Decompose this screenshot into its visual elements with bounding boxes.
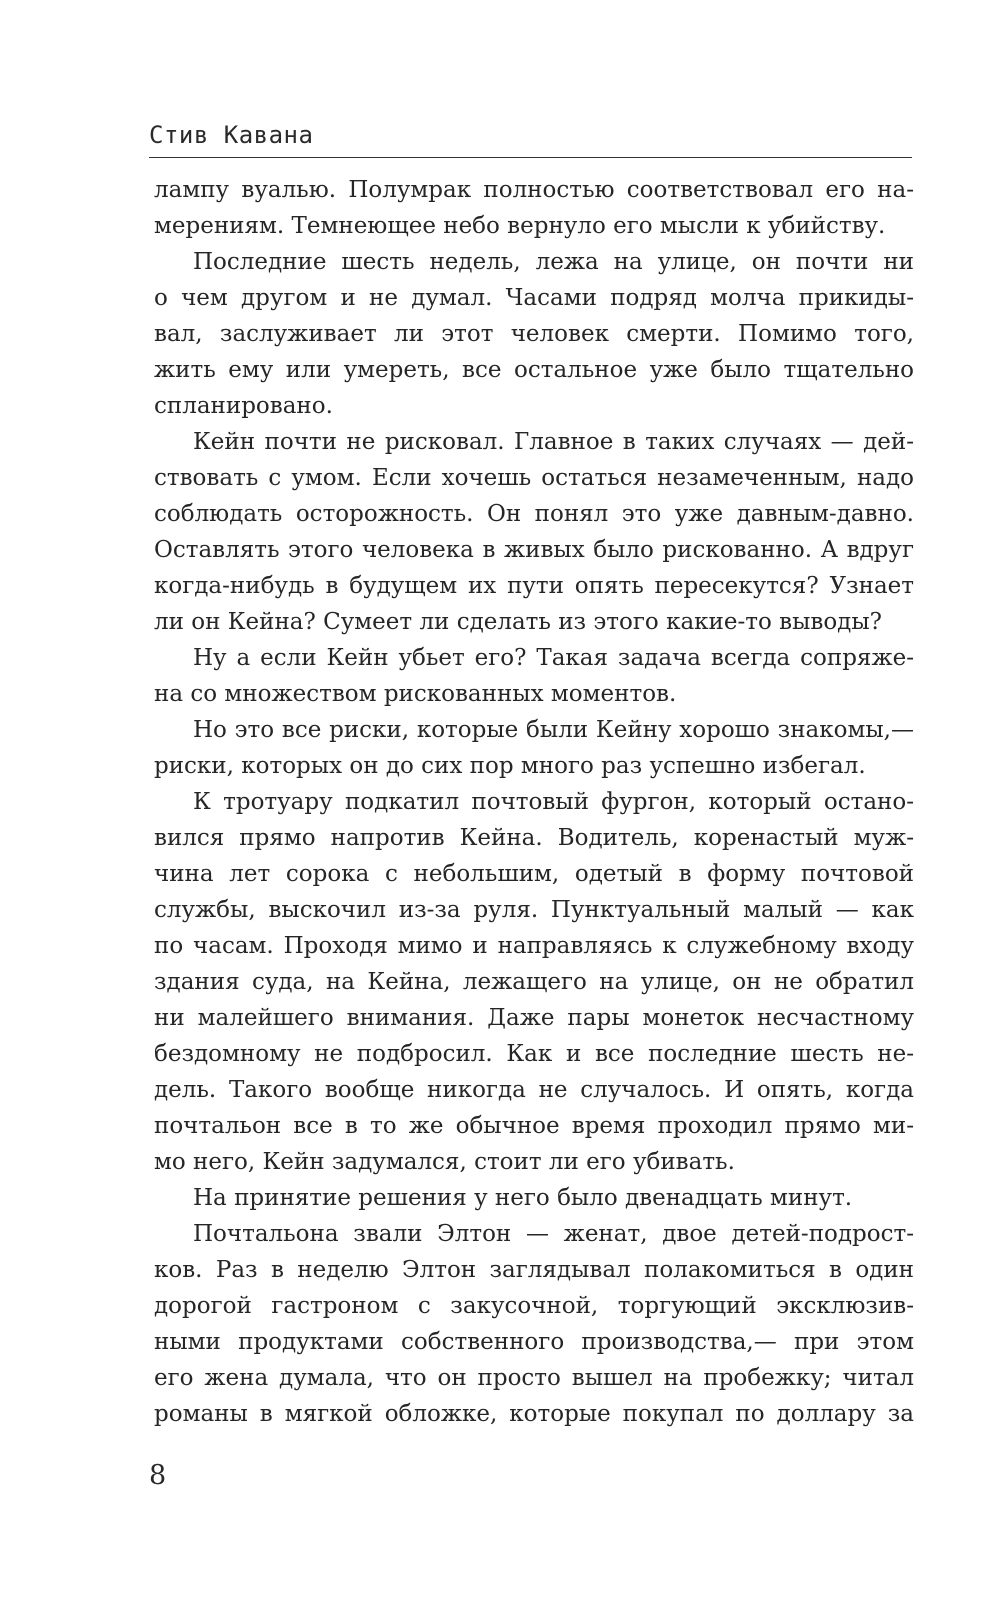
text-line: спланировано. <box>154 393 333 419</box>
text-line: службы, выскочил из-за руля. Пунктуальный малый — как <box>154 897 914 923</box>
text-line: Почтальона звали Элтон — женат, двое детей-подрост- <box>193 1221 914 1247</box>
text-line: Кейн почти не рисковал. Главное в таких случаях — дей- <box>193 429 914 455</box>
text-line: жить ему или умереть, все остальное уже было тщательно <box>154 357 914 383</box>
text-line: его жена думала, что он просто вышел на пробежку; читал <box>154 1365 914 1391</box>
text-line: дель. Такого вообще никогда не случалось. И опять, когда <box>154 1077 914 1103</box>
text-line: лампу вуалью. Полумрак полностью соответствовал его на- <box>154 177 914 203</box>
page-number: 8 <box>149 1460 167 1491</box>
text-line: мерениям. Темнеющее небо вернуло его мысли к убийству. <box>154 213 886 239</box>
text-line: ков. Раз в неделю Элтон заглядывал полакомиться в один <box>154 1257 914 1283</box>
text-line: здания суда, на Кейна, лежащего на улице, он не обратил <box>154 969 914 995</box>
text-line: почтальон все в то же обычное время проходил прямо ми- <box>154 1113 914 1139</box>
text-line: ни малейшего внимания. Даже пары монеток несчастному <box>154 1005 914 1031</box>
text-line: Но это все риски, которые были Кейну хорошо знакомы,— <box>193 717 914 743</box>
text-line: чина лет сорока с небольшим, одетый в форму почтовой <box>154 861 914 887</box>
text-line: риски, которых он до сих пор много раз успешно избегал. <box>154 753 866 779</box>
text-line: ствовать с умом. Если хочешь остаться незамеченным, надо <box>154 465 914 491</box>
header-author: Стив Кавана <box>149 121 314 149</box>
text-line: о чем другом и не думал. Часами подряд молча прикиды- <box>154 285 914 311</box>
text-line: ли он Кейна? Сумеет ли сделать из этого какие-то выводы? <box>154 609 882 635</box>
text-line: мо него, Кейн задумался, стоит ли его убивать. <box>154 1149 735 1175</box>
text-line: по часам. Проходя мимо и направляясь к служебному входу <box>154 933 914 959</box>
text-line: романы в мягкой обложке, которые покупал по доллару за <box>154 1401 914 1427</box>
text-line: бездомному не подбросил. Как и все последние шесть не- <box>154 1041 914 1067</box>
text-line: ными продуктами собственного производства,— при этом <box>154 1329 914 1355</box>
text-line: соблюдать осторожность. Он понял это уже давным-давно. <box>154 501 914 527</box>
text-line: На принятие решения у него было двенадцать минут. <box>193 1185 853 1211</box>
text-line: вал, заслуживает ли этот человек смерти. Помимо того, <box>154 321 914 347</box>
text-line: на со множеством рискованных моментов. <box>154 681 677 707</box>
text-line: дорогой гастроном с закусочной, торгующий эксклюзив- <box>154 1293 914 1319</box>
text-line: Последние шесть недель, лежа на улице, он почти ни <box>193 249 914 275</box>
text-line: вился прямо напротив Кейна. Водитель, коренастый муж- <box>154 825 914 851</box>
text-line: Ну а если Кейн убьет его? Такая задача всегда сопряже- <box>193 645 914 671</box>
text-line: когда-нибудь в будущем их пути опять пересекутся? Узнает <box>154 573 914 599</box>
text-line: Оставлять этого человека в живых было рискованно. А вдруг <box>154 537 914 563</box>
running-header <box>149 117 912 158</box>
body-text <box>154 172 914 1432</box>
text-line: К тротуару подкатил почтовый фургон, который остано- <box>193 789 914 815</box>
